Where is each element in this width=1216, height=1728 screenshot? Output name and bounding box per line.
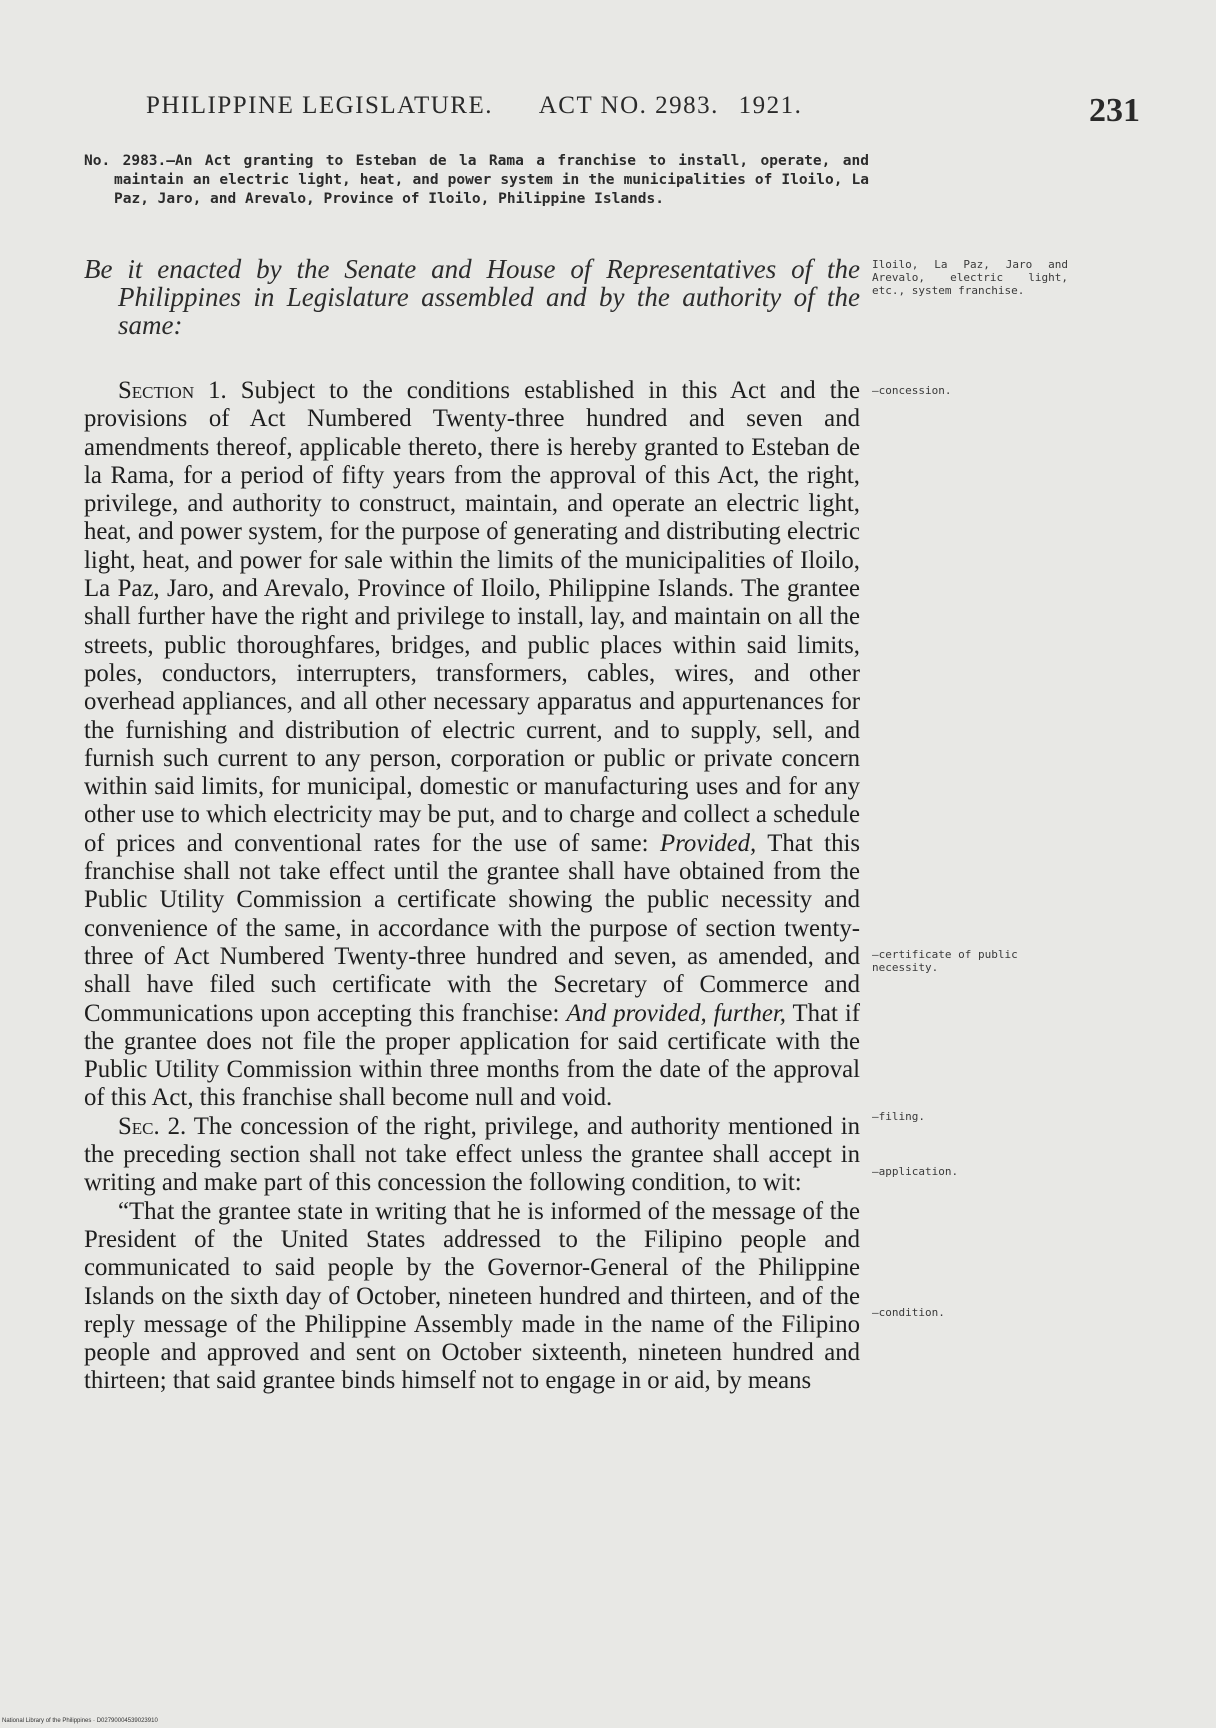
header-year: 1921. xyxy=(738,92,803,119)
section-2-label: Sec. 2. xyxy=(118,1112,187,1140)
margin-note-application: —application. xyxy=(872,1165,959,1178)
section-1 xyxy=(84,377,860,1113)
act-title-text: No. 2983.—An Act granting to Esteban de la Rama a franchise to install, operate, and maintain an electric light, heat, and power system in the municipalities of Iloilo, La Paz, Jaro, and Arevalo, Province of Iloilo, Philippine Islands. xyxy=(84,153,869,207)
header-legislature: PHILIPPINE LEGISLATURE. xyxy=(146,92,493,119)
condition-quote: “That the grantee state in writing that he is informed of the message of the President of the United States addressed to the Filipino people and communicated to said people by the Governor-General of the Philippine Islands on the sixth day of October, nineteen hundred and thirteen, and of the reply message of the Philippine Assembly made in the name of the Filipino people and approved and sent on October sixteenth, nineteen hundred and thirteen; that said grantee binds himself not to engage in or aid, by means xyxy=(84,1197,860,1395)
margin-note-concession: —concession. xyxy=(872,384,952,397)
scan-footer: National Library of the Philippines · D02790004539023910 xyxy=(2,1718,158,1724)
act-title xyxy=(84,152,869,209)
act-body xyxy=(84,377,860,1396)
header-act-number: ACT NO. 2983. xyxy=(538,92,719,119)
section-1-label: Section 1. xyxy=(118,377,227,404)
page-number: 231 xyxy=(1089,92,1140,129)
section-1-and-provided: And provided, further, xyxy=(566,999,786,1027)
section-2-text: The concession of the right, privilege, and authority mentioned in the preceding section shall not take effect unless the grantee shall accept in writing and make part of this concession the following condition, to wit: xyxy=(84,1112,861,1197)
section-1-text-a: Subject to the conditions established in this Act and the provisions of Act Numbered Twenty-three hundred and seven and amendments thereof, applicable thereto, there is hereby granted to Esteban de la Rama, for a period of fifty years from the approval of this Act, the right, privilege, and authority to construct, maintain, and operate an electric light, heat, and power system, for the purpose of generating and distributing electric light, heat, and power for sale within the limits of the municipalities of Iloilo, La Paz, Jaro, and Arevalo, Province of Iloilo, Philippine Islands. The grantee shall further have the right and privilege to install, lay, and maintain on all the streets, public thoroughfares, bridges, and public places within said limits, poles, conductors, interrupters, transformers, cables, wires, and other overhead appliances, and all other necessary apparatus and appurtenances for the furnishing and distribution of electric current, and to supply, sell, and furnish such current to any person, corporation or public or private concern within said limits, for municipal, domestic or manufacturing uses and for any other use to which electricity may be put, and to charge and collect a schedule of prices and conventional rates for the use of same: xyxy=(84,377,860,857)
running-header xyxy=(146,92,814,120)
margin-note-certificate: —certificate of public necessity. xyxy=(872,948,1018,974)
enacting-clause-text: Be it enacted by the Senate and House of Representatives of the Philippines in Legislature assembled and by the authority of the same: xyxy=(84,254,860,340)
margin-note-filing: —filing. xyxy=(872,1110,925,1123)
section-2 xyxy=(84,1113,860,1198)
section-1-provided: Provided, xyxy=(660,829,757,857)
margin-note-franchise: Iloilo, La Paz, Jaro and Arevalo, electric light, etc., system franchise. xyxy=(872,258,1068,297)
enacting-clause xyxy=(84,255,860,339)
margin-note-condition: —condition. xyxy=(872,1306,945,1319)
section-1-text-b: That this franchise shall not take effect until the grantee shall have obtained from the Public Utility Commission a certificate showing the public necessity and convenience of the same, in accordance with the purpose of section twenty-three of Act Numbered Twenty-three hundred and seven, as amended, and shall have filed such certificate with the Secretary of Commerce and Communications upon accepting this franchise: xyxy=(84,829,861,1027)
section-1-text-c: That if the grantee does not file the proper application for said certificate with the Public Utility Commission within three months from the date of the approval of this Act, this franchise shall become null and void. xyxy=(84,999,860,1112)
